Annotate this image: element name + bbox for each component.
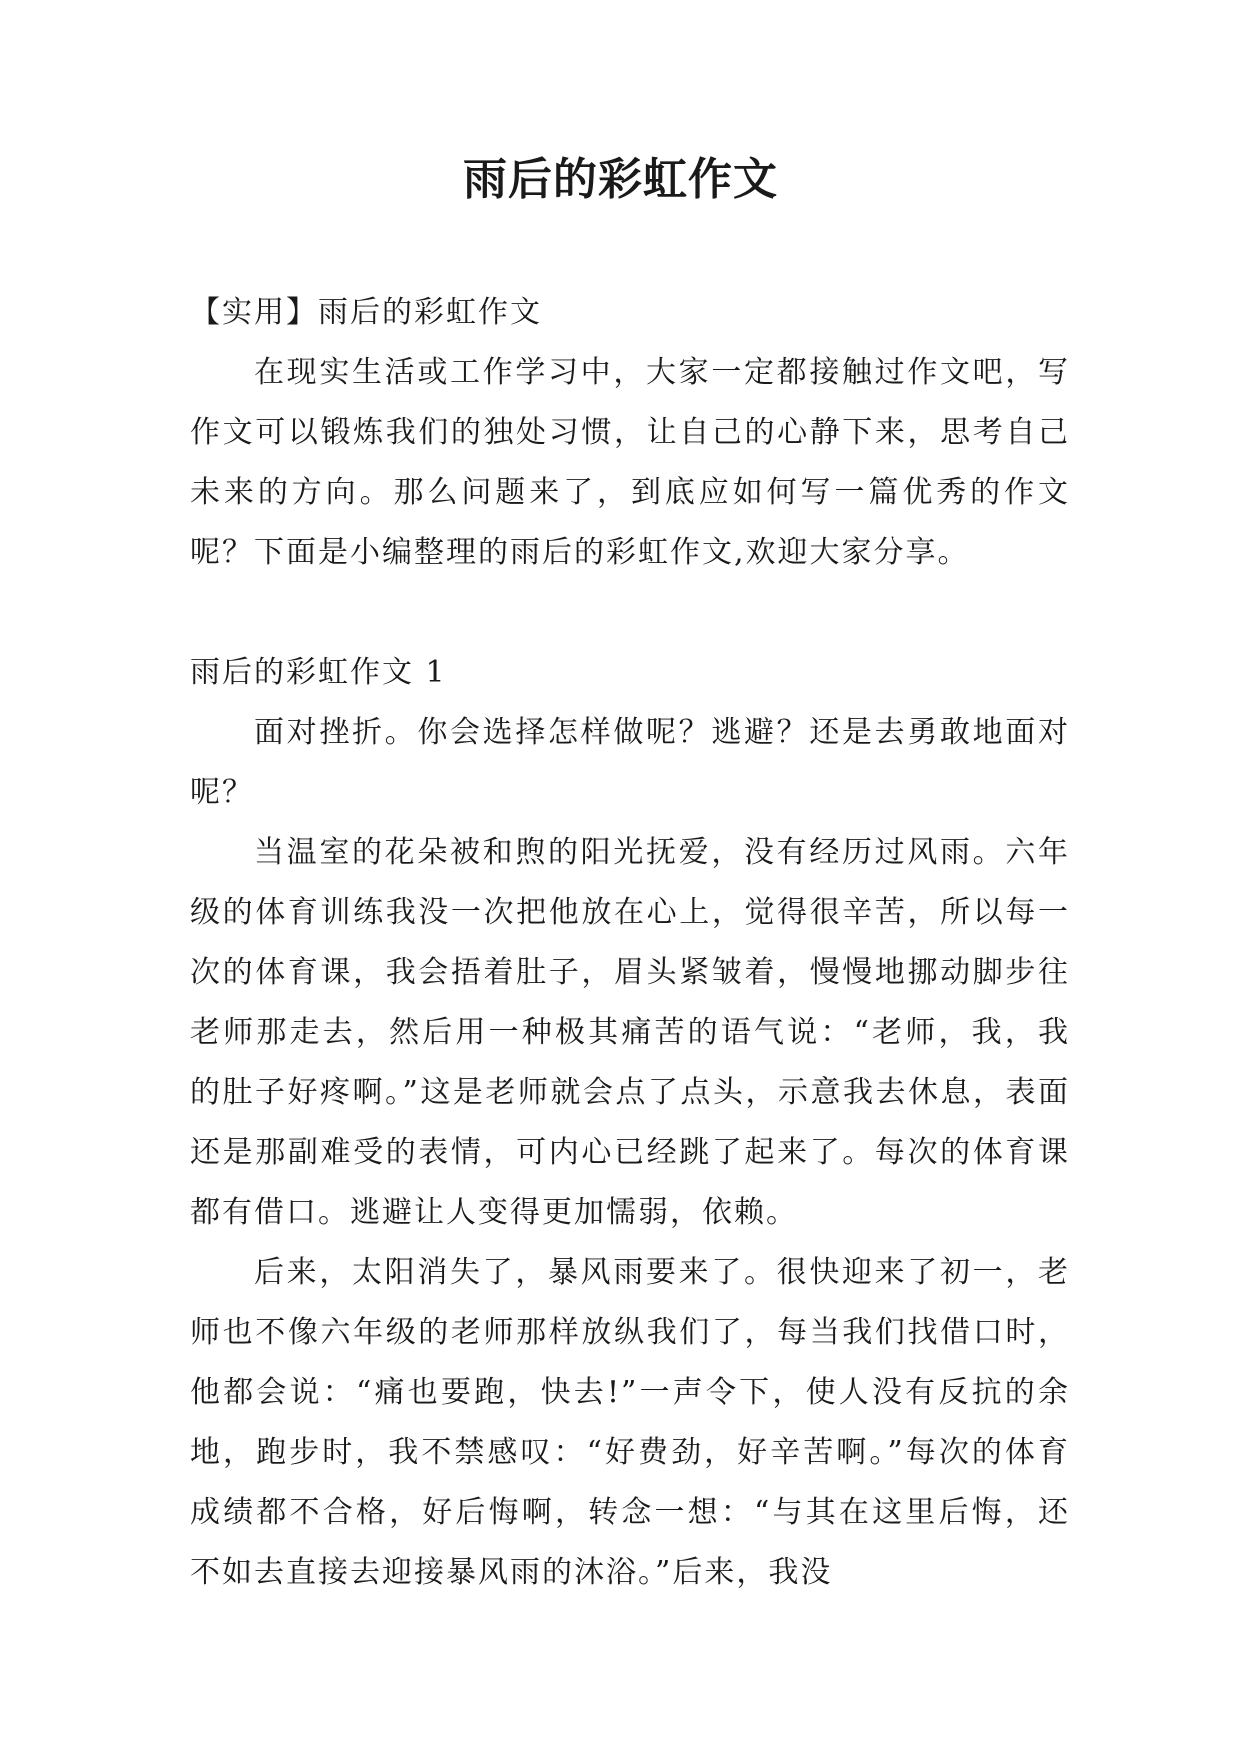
document-title: 雨后的彩虹作文 [463, 154, 778, 205]
document-subtitle: 【实用】雨后的彩虹作文 [190, 295, 542, 330]
body-paragraph: 面对挫折。你会选择怎样做呢？逃避？还是去勇敢地面对呢？ [190, 715, 1070, 810]
intro-paragraph: 在现实生活或工作学习中，大家一定都接触过作文吧，写作文可以锻炼我们的独处习惯，让自己的心静下来，思考自己未来的方向。那么问题来了，到底应如何写一篇优秀的作文呢？下面是小编整理的雨后的彩虹作文,欢迎大家分享。 [190, 355, 1070, 570]
paragraph-gap [190, 583, 1070, 643]
body-paragraph: 后来，太阳消失了，暴风雨要来了。很快迎来了初一，老师也不像六年级的老师那样放纵我们了，每当我们找借口时，他都会说：“痛也要跑，快去!”一声令下，使人没有反抗的余地，跑步时，我不禁感叹：“好费劲，好辛苦啊。”每次的体育成绩都不合格，好后悔啊，转念一想：“与其在这里后悔，还不如去直接去迎接暴风雨的沐浴。”后来，我没 [190, 1255, 1070, 1590]
document-body [190, 283, 1070, 1603]
section-heading: 雨后的彩虹作文 1 [190, 655, 447, 690]
body-paragraph: 当温室的花朵被和煦的阳光抚爱，没有经历过风雨。六年级的体育训练我没一次把他放在心上，觉得很辛苦，所以每一次的体育课，我会捂着肚子，眉头紧皱着，慢慢地挪动脚步往老师那走去，然后用一种极其痛苦的语气说：“老师，我，我的肚子好疼啊。”这是老师就会点了点头，示意我去休息，表面还是那副难受的表情，可内心已经跳了起来了。每次的体育课都有借口。逃避让人变得更加懦弱，依赖。 [190, 835, 1070, 1230]
